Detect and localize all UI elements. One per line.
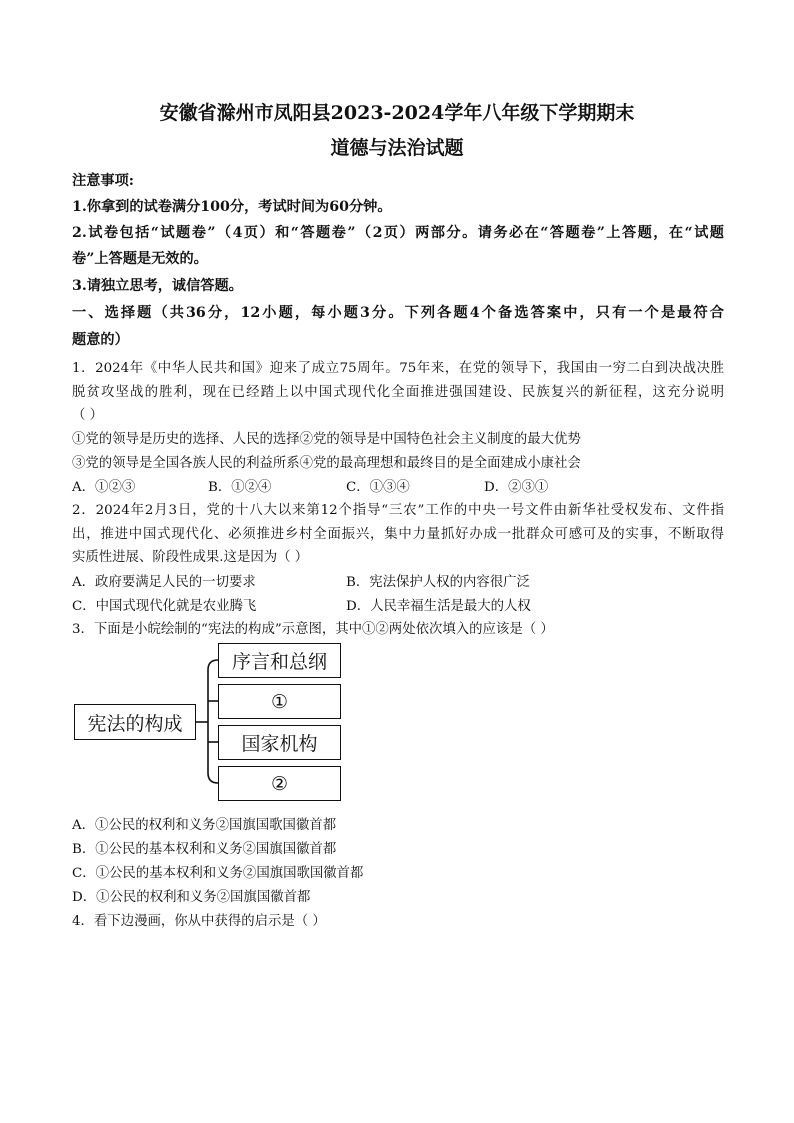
q2-option-a: A．政府要满足人民的一切要求 <box>72 575 256 590</box>
diagram-box-preamble: 序言和总纲 <box>218 643 341 678</box>
q1-option-c: C．①③④ <box>346 480 410 495</box>
notice-heading: 注意事项: <box>72 173 134 189</box>
q1-option-d: D．②③① <box>484 480 549 495</box>
q2-stem-line-2: 出，推进中国式现代化、必须推进乡村全面振兴，集中力量抓好办成一批群众可感可及的实事，不断取得 <box>72 527 724 542</box>
section-heading-line-1: 一、选择题（共36分，12小题，每小题3分。下列各题4个备选答案中，只有一个是最符合 <box>72 305 724 321</box>
notice-item-3: 3.请独立思考，诚信答题。 <box>72 278 243 294</box>
q3-option-d: D．①公民的权利和义务②国旗国徽首都 <box>72 890 311 905</box>
q1-stem-line-1: 1．2024年《中华人民共和国》迎来了成立75周年。75年来，在党的领导下，我国由一穷二白到决战决胜 <box>72 361 724 376</box>
q1-statements-line-2: ③党的领导是全国各族人民的利益所系④党的最高理想和最终目的是全面建成小康社会 <box>72 456 581 471</box>
section-heading-line-2: 题意的） <box>72 332 129 348</box>
q1-answer-paren: （ ） <box>72 408 104 423</box>
q1-statements-line-1: ①党的领导是历史的选择、人民的选择②党的领导是中国特色社会主义制度的最大优势 <box>72 432 581 447</box>
q1-option-a: A．①②③ <box>72 480 136 495</box>
q4-stem: 4．看下边漫画，你从中获得的启示是（ ） <box>72 914 326 929</box>
q2-option-d: D．人民幸福生活是最大的人权 <box>346 599 531 614</box>
q2-option-c: C．中国式现代化就是农业腾飞 <box>72 599 257 614</box>
notice-item-2-line-1: 2.试卷包括“试题卷”（4页）和“答题卷”（2页）两部分。请务必在“答题卷”上答题，在“试题 <box>72 225 724 241</box>
q3-stem: 3．下面是小皖绘制的“宪法的构成”示意图，其中①②两处依次填入的应该是（ ） <box>72 622 554 637</box>
q2-stem-line-1: 2．2024年2月3日，党的十八大以来第12个指导“三农”工作的中央一号文件由新华社受权发布、文件指 <box>72 503 724 518</box>
exam-subject-title: 道德与法治试题 <box>330 137 464 159</box>
q3-option-b: B．①公民的基本权利和义务②国旗国徽首都 <box>72 842 337 857</box>
diagram-root-box: 宪法的构成 <box>74 704 196 740</box>
q1-option-b: B．①②④ <box>208 480 272 495</box>
notice-item-2-line-2: 卷”上答题是无效的。 <box>72 251 208 267</box>
notice-item-1: 1.你拿到的试卷满分100分，考试时间为60分钟。 <box>72 199 392 215</box>
q2-stem-line-3: 实质性进展、阶段性成果.这是因为（ ） <box>72 550 309 565</box>
exam-title: 安徽省滁州市凤阳县2023-2024学年八年级下学期期末 <box>159 102 635 124</box>
diagram-box-state-organs: 国家机构 <box>218 725 341 760</box>
q1-stem-line-2: 脱贫攻坚战的胜利，现在已经踏上以中国式现代化全面推进强国建设、民族复兴的新征程，这充分说明 <box>72 385 724 400</box>
diagram-box-blank-1: ① <box>218 684 341 719</box>
q2-option-b: B．宪法保护人权的内容很广泛 <box>346 575 530 590</box>
diagram-box-blank-2: ② <box>218 766 341 801</box>
q3-option-a: A．①公民的权利和义务②国旗国歌国徽首都 <box>72 818 337 833</box>
q3-option-c: C．①公民的基本权利和义务②国旗国歌国徽首都 <box>72 866 364 881</box>
